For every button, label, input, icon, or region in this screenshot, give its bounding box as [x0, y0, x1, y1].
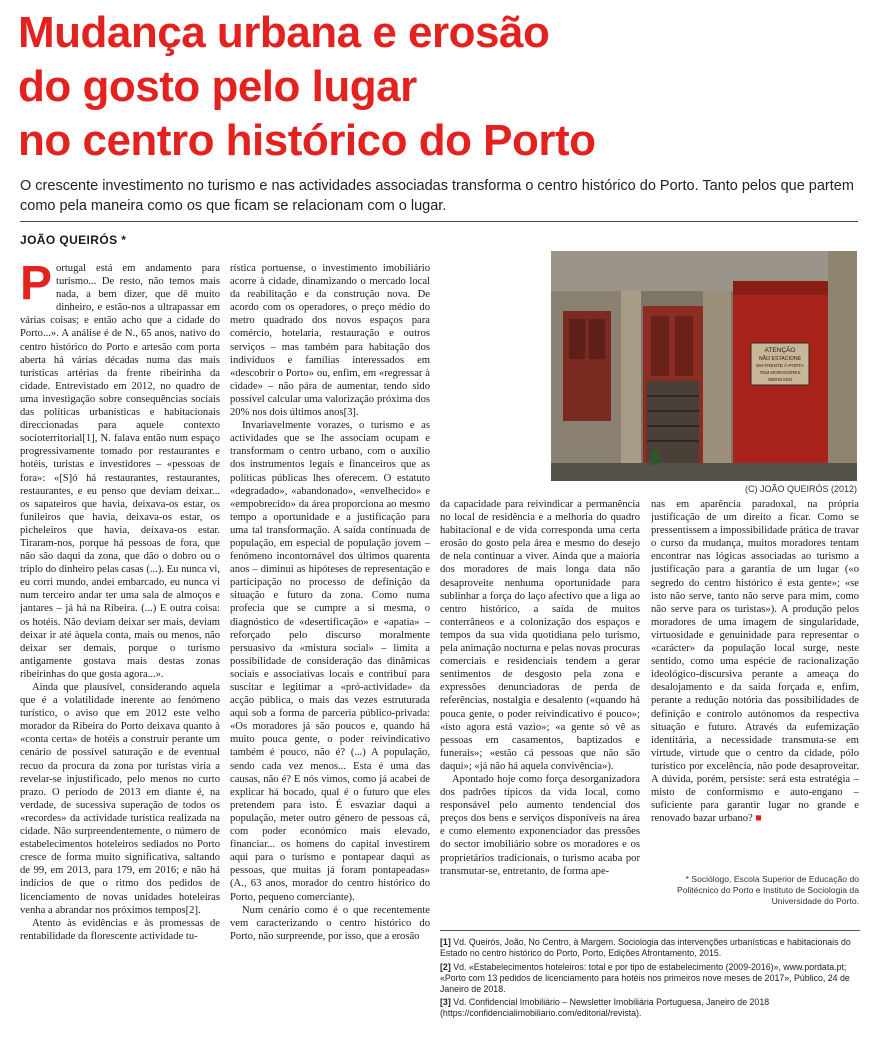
col4-paragraph-1: [651, 498, 859, 825]
col2-paragraph-1: rística portuense, o investimento imobiliário acorre à cidade, dinamizando o mercado local da reabilitação e da construção nova. De acordo com os operadores, o preço médio do metro quadrado dos novos espaços para comércio, hotelaria, restauração e outros serviços – mas também para habitação dos indivíduos e famílias interessados em «descobrir o Porto» ou, enfim, em «regressar à cidade» – não pára de aumentar, tendo sido possível calcular uma valorização próxima dos 20% nos dois últimos anos[3].: [230, 263, 430, 419]
title-line-3: no centro histórico do Porto: [18, 116, 596, 165]
sign-line-1: ATENÇÃO: [764, 347, 796, 354]
sign-line-5: OBRIGADO: [767, 377, 793, 382]
footnote-1-text: Vd. Queirós, João, No Centro, à Margem. Sociologia das intervenções urbanísticas e habitacionais do Estado no centro histórico do Porto, Porto, Edições Afrontamento, 2015.: [440, 937, 851, 958]
col1-paragraph-2: Ainda que plausível, considerando aquela que é a volatilidade inerente ao fenómeno turístico, o aviso que em 2012 este velho morador da Ribeira do Porto deixava quanto à «conta certa» de hotéis a construir perante um cenário de possível saturação e de eventual recuo da procura da zona por turistas viria a revelar-se injustificado, pelo menos no curto prazo. O período de 2013 em diante é, na verdade, de sucessiva superação de todos os «recordes» da actividade turística realizada na cidade. Não surpreendentemente, o número de estabelecimentos hoteleiros sediados no Porto cresce de forma muito significativa, saltando de 99, em 2013, para 179, em 2016; e não há indícios de que o ritmo dos pedidos de licenciamento de novas unidades hoteleiras venha a abrandar nos próximos tempos[2].: [20, 682, 220, 916]
footnote-3-number: [3]: [440, 997, 451, 1007]
door-photo-illustration: [551, 251, 857, 481]
lead-paragraph: O crescente investimento no turismo e nas actividades associadas transforma o centro histórico do Porto. Tanto pelos que partem como pela maneira como os que ficam se relacionam com o lugar.: [20, 178, 854, 214]
article-photo: [551, 251, 857, 481]
footnote-1-number: [1]: [440, 937, 451, 947]
footnote-2-number: [2]: [440, 962, 451, 972]
article-title: [18, 6, 878, 168]
footnote-2: [440, 962, 860, 995]
col2-paragraph-2: Invariavelmente vorazes, o turismo e as actividades que se lhe associam ocupam e transformam o centro urbano, com o auxílio dos instrumentos legais e financeiros que as políticas públicas lhes oferecem. O estatuto «degradado», «abandonado», «envelhecido» e «empobrecido» da área proporciona ao mesmo tempo a oportunidade e a justificação para uma tal transformação. A saída contínuada de população, em especial de população jovem – fenómeno incontornável dos últimos quarenta anos – diminui as hipóteses de representação e participação no processo de definição da situação e futuro da zona. Como numa profecia que se cumpre a si mesma, o diagnóstico de «desertificação» e «apatia» – reforçado pelo discurso moralmente persuasivo da «mistura social» – limita a possibilidade de consideração das dinâmicas sociais e associativas locais e contribui para suscitar e legitimar a «pró-actividade» da acção pública, o mais das vezes estruturada aqui sob a forma de parceria público-privada: «Os moradores já são poucos e, quando há muito pouca gente, o poder reivindicativo também é pouco, não é? (...) A população, sendo cada vez menos... Esta é uma das causas, não é? E nós vimos, como já acabei de explicar há bocado, qual é o futuro que eles pretendem para isto. É esvaziar daqui a população, meter outro género de pessoas cá, com poder económico mais elevado, financiar... os homens do capital investirem aqui para o turismo e pontapear daqui as pessoas, que muitas já foram pontapeadas» (A., 63 anos, morador do centro histórico do Porto, pequeno comerciante).: [230, 420, 430, 903]
title-line-1: Mudança urbana e erosão: [18, 8, 550, 57]
end-mark-icon: ■: [755, 813, 762, 825]
footnote-2-text: Vd. «Estabelecimentos hoteleiros: total e por tipo de estabelecimento (2009-2016)», www.pordata.pt; «Porto com 13 pedidos de licenciamento para hotéis nos primeiros nove meses de 2017», Público, 24 de Janeiro de 2018.: [440, 962, 850, 994]
photo-credit: (C) JOÃO QUEIRÓS (2012): [744, 484, 857, 494]
column-2: [230, 262, 430, 1042]
col1-paragraph-1: [20, 262, 220, 681]
sign-line-3: EM FRENTE À PORTA: [756, 363, 804, 368]
col2-paragraph-3: Num cenário como é o que recentemente vem caracterizando o centro histórico do Porto, não surpreende, por isso, que a erosão: [230, 904, 430, 942]
col4-p1-text: nas em aparência paradoxal, na própria justificação de um direito a ficar. Como se pressentissem a impossibilidade prática de travar o curso da mudança, muitos moradores tentam encontrar nas lógicas associadas ao turismo a justificação para a garantia de um lugar («o segredo do centro histórico é esta gente»; «se isto não serve, tanto não serve para mim, como não serve para os turistas»). A produção pelos moradores de uma imagem de singularidade, virtuosidade e genuinidade para representar o «carácter» da população local surge, neste sentido, como uma espécie de racionalização ideológico-discursiva perante a ameaça do desalojamento e da saída forçada e, enfim, perante a redução notória das possibilidades de definição e controlo autónomos da respectiva situação e futuro. Através da eufemização identitária, a necessidade transmuta-se em virtude, virtude que o centro da cidade, pólo turístico por excelência, não pode desaproveitar. A dúvida, porém, persiste: será esta estratégia – misto de conformismo e auto-engano – suficiente para garantir lugar no grande e renovado bazar urbano?: [651, 499, 859, 825]
footnote-1: [440, 937, 860, 959]
header-divider: [20, 221, 858, 222]
col3-paragraph-2: Apontado hoje como força desorganizadora dos padrões típicos da vida local, como responsável pelo aumento tendencial dos preços dos bens e serviços disponíveis na área e como elemento exponenciador das pressões do sector imobiliário sobre os moradores e os proprietários tradicionais, o turismo acaba por transmutar-se, entretanto, de forma ape-: [440, 773, 640, 877]
sign-line-4: TEM MORADORES: [759, 370, 801, 375]
door-sign: [751, 343, 809, 385]
footnotes-divider: [440, 930, 860, 931]
column-4: [651, 498, 859, 838]
footnote-3-text: Vd. Confidencial Imobiliário – Newsletter Imobiliária Portuguesa, Janeiro de 2018 (https://confidencialimobiliario.com/editorial/revista).: [440, 997, 770, 1018]
sign-line-2: NÃO ESTACIONE: [758, 356, 802, 362]
author-note: * Sociólogo, Escola Superior de Educação do Politécnico do Porto e Instituto de Sociologia da Universidade do Porto.: [676, 874, 859, 906]
col1-paragraph-3: Atento às evidências e às promessas de rentabilidade da florescente actividade tu-: [20, 917, 220, 942]
footnote-3: [440, 997, 860, 1019]
drop-cap: P: [20, 262, 53, 310]
col1-p1-text: ortugal está em andamento para turismo... De resto, não temos mais nada, a bem dizer, que dê muito dinheiro, e estão-nos a ultrapassar em várias coisas; e então acho que a cidade do Porto...». A análise é de N., 65 anos, nativo do centro histórico do Porto e artesão com porta aberta há várias décadas numa das mais turísticas artérias da frente ribeirinha da cidade. Entrevistado em 2012, no quadro de uma investigação sobre consequências sociais das políticas urbanísticas e habitacionais direccionadas para aquele contexto socioterritorial[1], N. falava então num espaço progressivamente tomado por restaurantes e hotéis, turistas e investidores – «pessoas de fora»: «[S]ó há restaurantes, restaurantes, restaurantes, e eu penso que deviam deixar... os sapateiros que havia, deixava-os estar, os funileiros que havia, deixava-os estar, os picheleiros que havia, deixava-os estar. Tiraram-nos, porque há pessoas de fora, que não são daqui da zona, que dão o dobro ou o triplo do dinheiro pelas casas (...). Eu nunca vi, eu corri mundo, andei embarcado, eu nunca vi num terceiro andar ter uma sala de almoços e jantares – já há na Ribeira. (...) E outra coisa: os hotéis. Não deviam deixar ser mais, deviam deixar ir até àquela conta, mais ou menos, não deixar ser demais, porque o turismo antigamente gostava mais destas zonas ribeirinhas do que gosta agora...».: [20, 263, 220, 680]
column-3: [440, 498, 640, 916]
column-1: [20, 262, 220, 1042]
col3-paragraph-1: da capacidade para reivindicar a permanência no local de residência e a melhoria do quadro habitacional e de vida corresponda uma certa erosão do gosto pela área e mesmo do desejo de nela continuar a viver. Ainda que a maioria dos moradores de mais longa data não desaproveite nenhuma oportunidade para sublinhar a força do laço afectivo que a liga ao centro histórico, a saída de muitos conterrâneos e a colonização dos espaços e tempos da sua vida quotidiana pelo turismo, pela animação nocturna e pelas novas procuras comerciais e residenciais tendem a gerar sentimentos de desgosto pela zona e expressões denunciadoras de perda de referências, nostalgia e desalento («quando há pouca gente, o poder reivindicativo é pouco»; «isto agora está vazio»; «a gente só vê as pessoas em casamentos, baptizados e funerais»; «estão cá pessoas que não são daqui»; «já não há aquela convivência»).: [440, 499, 640, 772]
title-line-2: do gosto pelo lugar: [18, 62, 417, 111]
byline: JOÃO QUEIRÓS *: [20, 233, 127, 247]
